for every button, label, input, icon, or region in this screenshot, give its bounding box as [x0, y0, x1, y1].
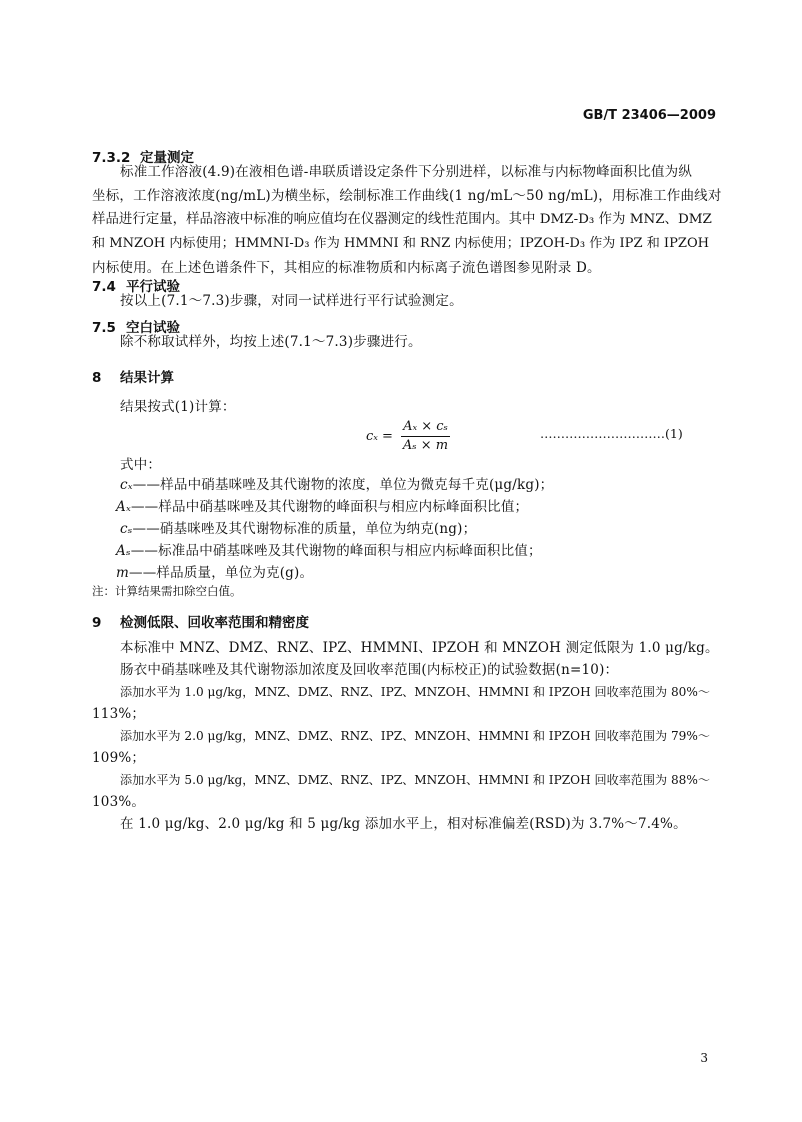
paragraph-line: 除不称取试样外，均按上述(7.1～7.3)步骤进行。: [120, 334, 422, 350]
definition-item: m——样品质量，单位为克(g)。: [116, 565, 314, 581]
formula-lhs: cₓ =: [366, 429, 393, 444]
section-9-heading: [92, 611, 309, 631]
paragraph-line: 内标使用。在上述色谱条件下，其相应的标准物质和内标离子流色谱图参见附录 D。: [92, 260, 601, 276]
paragraph-line: 标准工作溶液(4.9)在液相色谱-串联质谱设定条件下分别进样，以标准与内标物峰面积比值为纵: [120, 164, 693, 180]
section-number: 7.5: [92, 320, 116, 336]
paragraph-line: 103%。: [92, 794, 146, 810]
paragraph-line: 肠衣中硝基咪唑及其代谢物添加浓度及回收率范围(内标校正)的试验数据(n=10)：: [120, 662, 619, 678]
definition-item: cₓ——样品中硝基咪唑及其代谢物的浓度，单位为微克每千克(μg/kg)；: [120, 477, 554, 493]
definition-item: Aₛ——标准品中硝基咪唑及其代谢物的峰面积与相应内标峰面积比值；: [116, 543, 542, 559]
paragraph-line: 和 MNZOH 内标使用；HMMNI-D₃ 作为 HMMNI 和 RNZ 内标使用；IPZOH-D₃ 作为 IPZ 和 IPZOH: [92, 236, 710, 251]
formula: [366, 419, 450, 454]
section-number: 7.4: [92, 279, 116, 295]
formula-numerator: Aₓ × cₛ: [401, 419, 450, 437]
section-title: 检测低限、回收率范围和精密度: [120, 615, 309, 631]
formula-intro: 结果按式(1)计算：: [120, 399, 236, 415]
paragraph-line: 在 1.0 μg/kg、2.0 μg/kg 和 5 μg/kg 添加水平上，相对标准偏差(RSD)为 3.7%～7.4%。: [120, 816, 687, 832]
page-number: 3: [700, 1051, 708, 1065]
paragraph-line: 坐标，工作溶液浓度(ng/mL)为横坐标，绘制标准工作曲线(1 ng/mL～50 ng/mL)，用标准工作曲线对: [92, 188, 722, 204]
formula-fraction: [401, 419, 450, 454]
formula-number: …………………………(1): [540, 426, 683, 441]
paragraph-line: 按以上(7.1～7.3)步骤，对同一试样进行平行试验测定。: [120, 293, 463, 309]
paragraph-line: 添加水平为 1.0 μg/kg，MNZ、DMZ、RNZ、IPZ、MNZOH、HMMNI 和 IPZOH 回收率范围为 80%～: [120, 685, 711, 699]
where-label: 式中：: [120, 457, 162, 473]
section-title: 空白试验: [126, 320, 180, 336]
paragraph-line: 本标准中 MNZ、DMZ、RNZ、IPZ、HMMNI、IPZOH 和 MNZOH 测定低限为 1.0 μg/kg。: [120, 640, 719, 656]
section-title: 平行试验: [126, 279, 180, 295]
paragraph-line: 109%；: [92, 750, 146, 766]
section-number: 8: [92, 370, 102, 386]
paragraph-line: 添加水平为 2.0 μg/kg，MNZ、DMZ、RNZ、IPZ、MNZOH、HMMNI 和 IPZOH 回收率范围为 79%～: [120, 729, 711, 743]
section-title: 结果计算: [120, 370, 174, 386]
formula-denominator: Aₛ × m: [402, 438, 449, 453]
paragraph-line: 添加水平为 5.0 μg/kg，MNZ、DMZ、RNZ、IPZ、MNZOH、HMMNI 和 IPZOH 回收率范围为 88%～: [120, 773, 711, 787]
definition-item: Aₓ——样品中硝基咪唑及其代谢物的峰面积与相应内标峰面积比值；: [116, 499, 529, 515]
section-number: 7.3.2: [92, 150, 131, 166]
note: 注：计算结果需扣除空白值。: [92, 584, 242, 598]
standard-number-header: GB/T 23406—2009: [582, 108, 716, 123]
definition-item: cₛ——硝基咪唑及其代谢物标准的质量，单位为纳克(ng)；: [120, 521, 477, 537]
paragraph-line: 样品进行定量，样品溶液中标准的响应值均在仪器测定的线性范围内。其中 DMZ-D₃ 作为 MNZ、DMZ: [92, 212, 712, 227]
paragraph-line: 113%；: [92, 706, 146, 722]
section-title: 定量测定: [140, 150, 194, 166]
section-8-heading: [92, 366, 174, 386]
section-number: 9: [92, 615, 102, 631]
